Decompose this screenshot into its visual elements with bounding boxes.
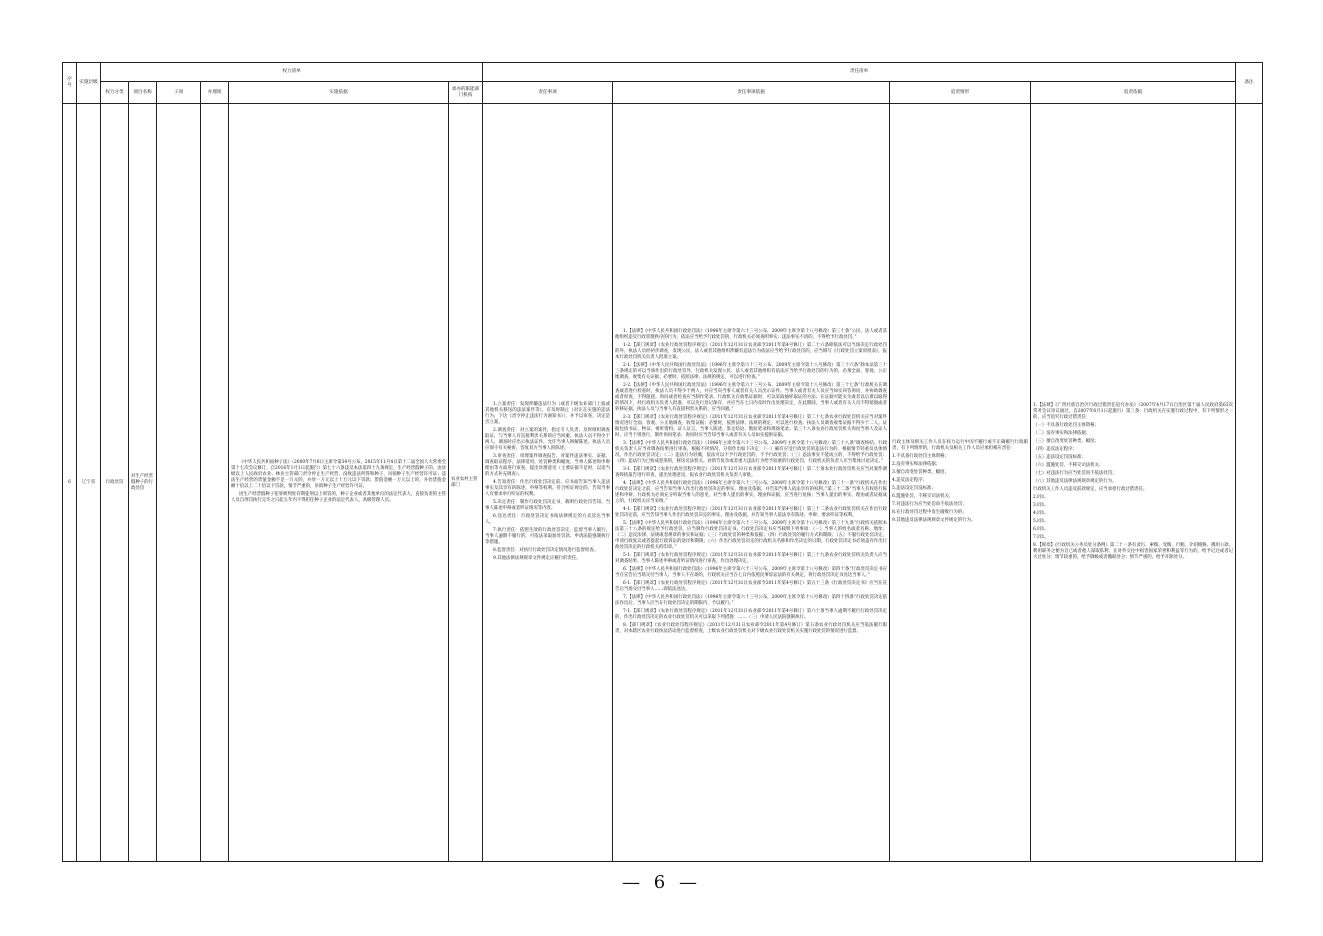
paragraph: 因生产经营假种子犯罪被判处有期徒刑以上刑罚的，种子企业或者其他单位的法定代表人、直接负责的主管人员自刑罚执行完毕之日起五年内不得担任种子企业的法定代表人、高级管理人员。: [231, 491, 446, 503]
paragraph: （六）滥施处罚，不移交司法机关；: [1033, 462, 1104, 468]
paragraph: 6-1.【部门规章】《农业行政处罚程序规定》（2011年12月31日农业部令2011年第4号修订）第五十三条《行政处罚决定书》应当在宣告后当场交付当事人……即依法送达。: [615, 580, 888, 592]
paragraph: 8.在行政处罚过程中发生腐败行为的；: [892, 509, 967, 515]
paragraph: 9.其他违反法律法规规章文件规定的行为。: [892, 517, 976, 523]
paragraph: 4.告知责任：作出行政处罚决定前，应书面告知当事人违法事实及其享有的陈述、申辩等权利。符合听证规定的，告知当事人有要求举行听证的权利。: [485, 479, 611, 497]
paragraph: 《中华人民共和国种子法》（2000年7月8日主席令第34号公布，2015年11月4日第十二届全国人大常委会第十七次会议修订，自2016年1月1日起施行）第七十六条违反本法第四十九条规定，生产经营假种子的，由县级以上人民政府农业、林业主管部门责令停止生产经营，没收违法所得和种子，吊销种子生产经营许可证；违法生产经营的货值金额不足一万元的，并处一万元以上十万元以下罚款；货值金额一万元以上的，并处货值金额十倍以上二十倍以下罚款。情节严重的，吊销种子生产经营许可证。: [231, 459, 446, 489]
row-accountability: [890, 104, 1031, 862]
paragraph: （五）违法设定罚没标准；: [1033, 454, 1086, 460]
paragraph: （四）违反法定程序；: [1033, 446, 1077, 452]
row-duty-items: [483, 104, 613, 862]
paragraph: 6.滥施处罚，不移交司法机关；: [892, 493, 954, 499]
header-power-type: 权力分类: [101, 82, 129, 104]
paragraph: 7.同1。: [1033, 534, 1049, 540]
paragraph: 7-1.【部门规章】《农业行政处罚程序规定》（2011年12月31日农业部令2011年第4号修订）第六十条当事人逾期不履行行政处罚决定的，作出行政处罚决定的农业行政处罚机关可以采取下列措施：……（三）申请人民法院强制执行。: [615, 608, 888, 620]
header-power-list: 权力清单: [101, 63, 483, 82]
paragraph: 3.同1。: [1033, 502, 1049, 508]
power-duty-table: [62, 62, 1263, 862]
row-sub-item: [157, 104, 201, 862]
header-level: 实施层级: [77, 63, 101, 104]
header-item-name: 项目名称: [129, 82, 157, 104]
header-duty-basis: 责任事项依据: [613, 82, 890, 104]
basis-text: [231, 460, 446, 504]
row-seq: 6: [63, 104, 77, 862]
paragraph: 行政机关工作人员违反前款规定，应当承担行政过错责任。: [1033, 486, 1148, 492]
paragraph: 1.立案责任：发现涉嫌违法行为（或者下级农业部门上报或其他机关移送的违法案件等），应及时制止（对正在实施的违法行为，下达《责令停止违法行为通知书》），并予以审查，决定是否立案。: [485, 401, 611, 425]
paragraph: 1-2.【部门规章】《农业行政处罚程序规定》（2011年12月31日农业部令2011年第4号修订）第二十六条除依法可以当场决定行政处罚的外，执法人员经初步调查，发现公民、法人或者其他组织涉嫌有违法行为依法应当给予行政处罚的，应当填写《行政处罚立案审批表》，报本行政处罚机关负责人批准立案。: [615, 342, 888, 360]
paragraph: 2.同1。: [1033, 494, 1049, 500]
row-remark: [1236, 104, 1263, 862]
paragraph: （一）不具备行政处罚主体资格；: [1033, 422, 1099, 428]
page-number: — 6 —: [622, 872, 701, 893]
paragraph: 行政主体及相关工作人员在权力运行中因不履行或不正确履行行政职责，有下列情形的，行政机关及相关工作人员应承担相应责任：: [892, 439, 1029, 451]
paragraph: 5.违法设定罚没标准；: [892, 485, 936, 491]
paragraph: 4.违反法定程序；: [892, 477, 927, 483]
header-accountability: 追责情形: [890, 82, 1031, 104]
paragraph: 4.【法律】《中华人民共和国行政处罚法》（1996年主席令第六十三号公布，2009年主席令第十八号修改）第三十一条“行政机关在作出行政处罚决定之前，应当告知当事人作出行政处罚决定的事实、理由及依据，并告知当事人依法享有的权利。”第三十二条“当事人有权进行陈述和申辩。行政机关必须充分听取当事人的意见，对当事人提出的事实、理由和证据，应当进行复核；当事人提出的事实、理由或者证据成立的，行政机关应当采纳。”: [615, 480, 888, 504]
paragraph: （八）其他违反法律法规规章规定的行为。: [1033, 478, 1117, 484]
paragraph: 3.审查责任：审理案件调查报告，对案件违法事实、证据、调查取证程序、法律适用、处罚种类和幅度、当事人陈述和申辩理由等方面进行审查，提出处理意见（主要证据不足时，以适当的方式补充调查）。: [485, 453, 611, 477]
paragraph: 7.对违法行为应当处罚而不依法处罚；: [892, 501, 967, 507]
paragraph: 5.决定责任：制作行政处罚决定书，载明行政处罚告知、当事人陈述申辩或者听证情况等内容。: [485, 499, 611, 511]
header-dept: 承办的职能部门机构: [449, 82, 483, 104]
row-item-name: 对生产经营假种子的行政处罚: [129, 104, 157, 862]
row-dept: 农业农村主管部门: [449, 104, 483, 862]
paragraph: 6.【法律】《中华人民共和国行政处罚法》（1996年主席令第六十三号公布，2009年主席令第十八号修改）第四十条“行政处罚决定书应当在宣告后当场交付当事人；当事人不在场的，行政机关应当在七日内依照民事诉讼法的有关规定，将行政处罚决定书送达当事人。”: [615, 566, 888, 578]
paragraph: 6.送达责任：行政处罚决定书按法律规定的方式送达当事人。: [485, 513, 611, 525]
paragraph: 1.【法规】《广西壮族自治区行政过错责任追究办法》（2007年4月17日自治区第十届人民政府第63次常务会议审议通过，自2007年6月1日起施行）第三条：行政机关在实施行政过程中，有下列情形之一的，应当追究行政过错责任：: [1033, 402, 1234, 420]
header-seq: 序号: [63, 63, 77, 104]
paragraph: 3.擅自改变处罚种类、幅度；: [892, 469, 949, 475]
row-handling: [201, 104, 229, 862]
row-basis: [229, 104, 449, 862]
paragraph: 1.【法律】《中华人民共和国行政处罚法》（1996年主席令第六十三号公布，2009年主席令第十八号修改）第三十条“公民、法人或者其他组织违反行政管理秩序的行为，依法应当给予行政处罚的，行政机关必须查明事实；违法事实不清的，不得给予行政处罚。”: [615, 328, 888, 340]
header-basis: 实施依据: [229, 82, 449, 104]
row-level: 辽宁省: [77, 104, 101, 862]
header-accountability-basis: 追责依据: [1031, 82, 1236, 104]
paragraph: 8.【部门规章】《农业行政处罚程序规定》（2011年12月31日农业部令2011年第4号修订）第五条农业行政处罚机关应当依法履行职责，对本辖区农业行政执法活动进行监督检查，上级农业行政处罚机关对下级农业行政处罚机关实施行政处罚的情况进行监督。: [615, 622, 888, 634]
paragraph: （七）对违法行为应当处罚而不依法处罚；: [1033, 470, 1117, 476]
header-row-2: [63, 82, 1263, 104]
row-accountability-basis: [1031, 104, 1236, 862]
accountability-text: [892, 440, 1028, 524]
duty-items-text: [485, 402, 610, 562]
header-row-1: [63, 63, 1263, 82]
header-duty-list: 责任清单: [483, 63, 1236, 82]
header-sub-item: 子项: [157, 82, 201, 104]
paragraph: （三）擅自改变处罚种类、幅度；: [1033, 438, 1099, 444]
paragraph: 9.其他法律法规规章文件规定应履行的责任。: [493, 555, 581, 561]
header-handling: 办理项: [201, 82, 229, 104]
paragraph: （二）没有事实和法律依据；: [1033, 430, 1091, 436]
paragraph: 7.执行责任：依照生效的行政处罚决定，监督当事人履行。当事人逾期不履行的，可依法采取加处罚款、申请法院强制执行等措施。: [485, 527, 611, 545]
paragraph: 7.【法律】《中华人民共和国行政处罚法》（1996年主席令第六十三号公布，2009年主席令第十八号修改）第四十四条“行政处罚决定依法作出后，当事人应当在行政处罚决定的期限内，予以履行。”: [615, 594, 888, 606]
paragraph: 2.没有事实和法律依据；: [892, 461, 941, 467]
paragraph: 3-1.【部门规章】《农业行政处罚程序规定》（2011年12月31日农业部令2011年第4号修订）第二十条农业行政处罚机关应当对案件调查终结报告进行审查，提出处理意见，报农业行政处罚机关负责人审批。: [615, 466, 888, 478]
paragraph: 5.【法律】《中华人民共和国行政处罚法》（1996年主席令第六十三号公布，2009年主席令第十八号修改）第三十九条“行政机关依照本法第三十八条的规定给予行政处罚，应当制作行政处罚决定书。行政处罚决定书应当载明下列事项：（一）当事人的姓名或者名称、地址；（二）违反法律、法规或者规章的事实和证据；（三）行政处罚的种类和依据；（四）行政处罚的履行方式和期限；（五）不服行政处罚决定，申请行政复议或者提起行政诉讼的途径和期限；（六）作出行政处罚决定的行政机关名称和作出决定的日期。行政处罚决定书必须盖有作出行政处罚决定的行政机关的印章。”: [615, 520, 888, 550]
paragraph: 4-1.【部门规章】《农业行政处罚程序规定》（2011年12月31日农业部令2011年第4号修订）第三十二条农业行政处罚机关在作出行政处罚决定前，应当告知当事人作出行政处罚决定的事实、理由及依据，并告知当事人依法享有陈述、申辩、要求听证等权利。: [615, 506, 888, 518]
header-remark: 备注: [1236, 63, 1263, 104]
row-power-type: 行政处罚: [101, 104, 129, 862]
paragraph: 6.同1。: [1033, 526, 1049, 532]
table-row: [63, 104, 1263, 862]
paragraph: 2-3.【部门规章】《农业行政处罚程序规定》（2011年12月31日农业部令2011年第4号修订）第二十七条农业行政处罚机关应当对案件情况进行全面、客观、公正地调查，收集证据；必要时，依照法律、法规的规定，可以进行检查。执法人员调查收集证据不得少于二人。证据包括书证、物证、视听资料、证人证言、当事人陈述、鉴定结论、勘验笔录和现场笔录。第三十八条农业行政处罚机关询问当事人及证人时，应当个别进行，制作询问笔录；询问时应当告知当事人或者有关人员如实提供证据。: [615, 414, 888, 438]
paragraph: 8.监督责任：对执行行政处罚决定情况进行监督检查。: [493, 547, 599, 553]
paragraph: 5.同1。: [1033, 518, 1049, 524]
header-duty-items: 责任事项: [483, 82, 613, 104]
paragraph: 5-1.【部门规章】《农业行政处罚程序规定》（2011年12月31日农业部令2011年第4号修订）第三十九条农业行政处罚机关负责人应当对调查结果、当事人陈述申辩或者听证情况进行审查，作出处理决定。: [615, 552, 888, 564]
paragraph: 4.同1。: [1033, 510, 1049, 516]
duty-basis-text: [615, 329, 887, 635]
paragraph: 2.调查责任：对立案的案件，指定专人负责，及时组织调查取证，与当事人有直接利害关系的应当回避。执法人员不得少于两人，调查时应出示执法证件，允许当事人辩解陈述。执法人员应保守有关秘密，答复双方当事人的陈述。: [485, 427, 611, 451]
paragraph: 2-2.【法律】《中华人民共和国行政处罚法》（1996年主席令第六十三号公布，2009年主席令第十八号修改）第三十七条“行政机关在调查或者进行检查时，执法人员不得少于两人，并应当向当事人或者有关人员出示证件。当事人或者有关人员应当如实回答询问，并协助调查或者检查，不得阻挠。询问或者检查应当制作笔录。行政机关在收集证据时，可以采取抽样取证的方法；在证据可能灭失或者以后难以取得的情况下，经行政机关负责人批准，可以先行登记保存，并应当在七日内及时作出处理决定，在此期间，当事人或者有关人员不得销毁或者转移证据。执法人员与当事人有直接利害关系的，应当回避。”: [615, 382, 888, 412]
paragraph: 2-1.【法律】《中华人民共和国行政处罚法》（1996年主席令第六十三号公布，2009年主席令第十八号修改）第三十六条“除本法第三十三条规定的可以当场作出的行政处罚外，行政机关发现公民、法人或者其他组织有依法应当给予行政处罚的行为的，必须全面、客观、公正地调查，收集有关证据；必要时，依照法律、法规的规定，可以进行检查。”: [615, 362, 888, 380]
accountability-basis-text: [1033, 403, 1233, 561]
row-duty-basis: [613, 104, 890, 862]
paragraph: 3.【法律】《中华人民共和国行政处罚法》（1996年主席令第六十三号公布，2009年主席令第十八号修改）第三十八条“调查终结，行政机关负责人应当对调查结果进行审查，根据不同情况，分别作出如下决定：（一）确有应受行政处罚的违法行为的，根据情节轻重及具体情况，作出行政处罚决定；（二）违法行为轻微，依法可以不予行政处罚的，不予行政处罚；（三）违法事实不能成立的，不得给予行政处罚；（四）违法行为已构成犯罪的，移送司法机关。对情节复杂或者重大违法行为给予较重的行政处罚，行政机关的负责人应当集体讨论决定。”: [615, 440, 888, 464]
paragraph: 1.不具备行政处罚主体资格；: [892, 453, 949, 459]
paragraph: 8.【规章】《行政机关公务员处分条例》第二十一条有贪污、索贿、受贿、行贿、介绍贿赂、挪用公款、利用职务之便为自己或者他人谋取私利、在对外交往中损害国家荣誉和利益等行为的，给予记过或者记大过处分；情节较重的，给予降级或者撤职处分；情节严重的，给予开除处分。: [1033, 542, 1234, 560]
